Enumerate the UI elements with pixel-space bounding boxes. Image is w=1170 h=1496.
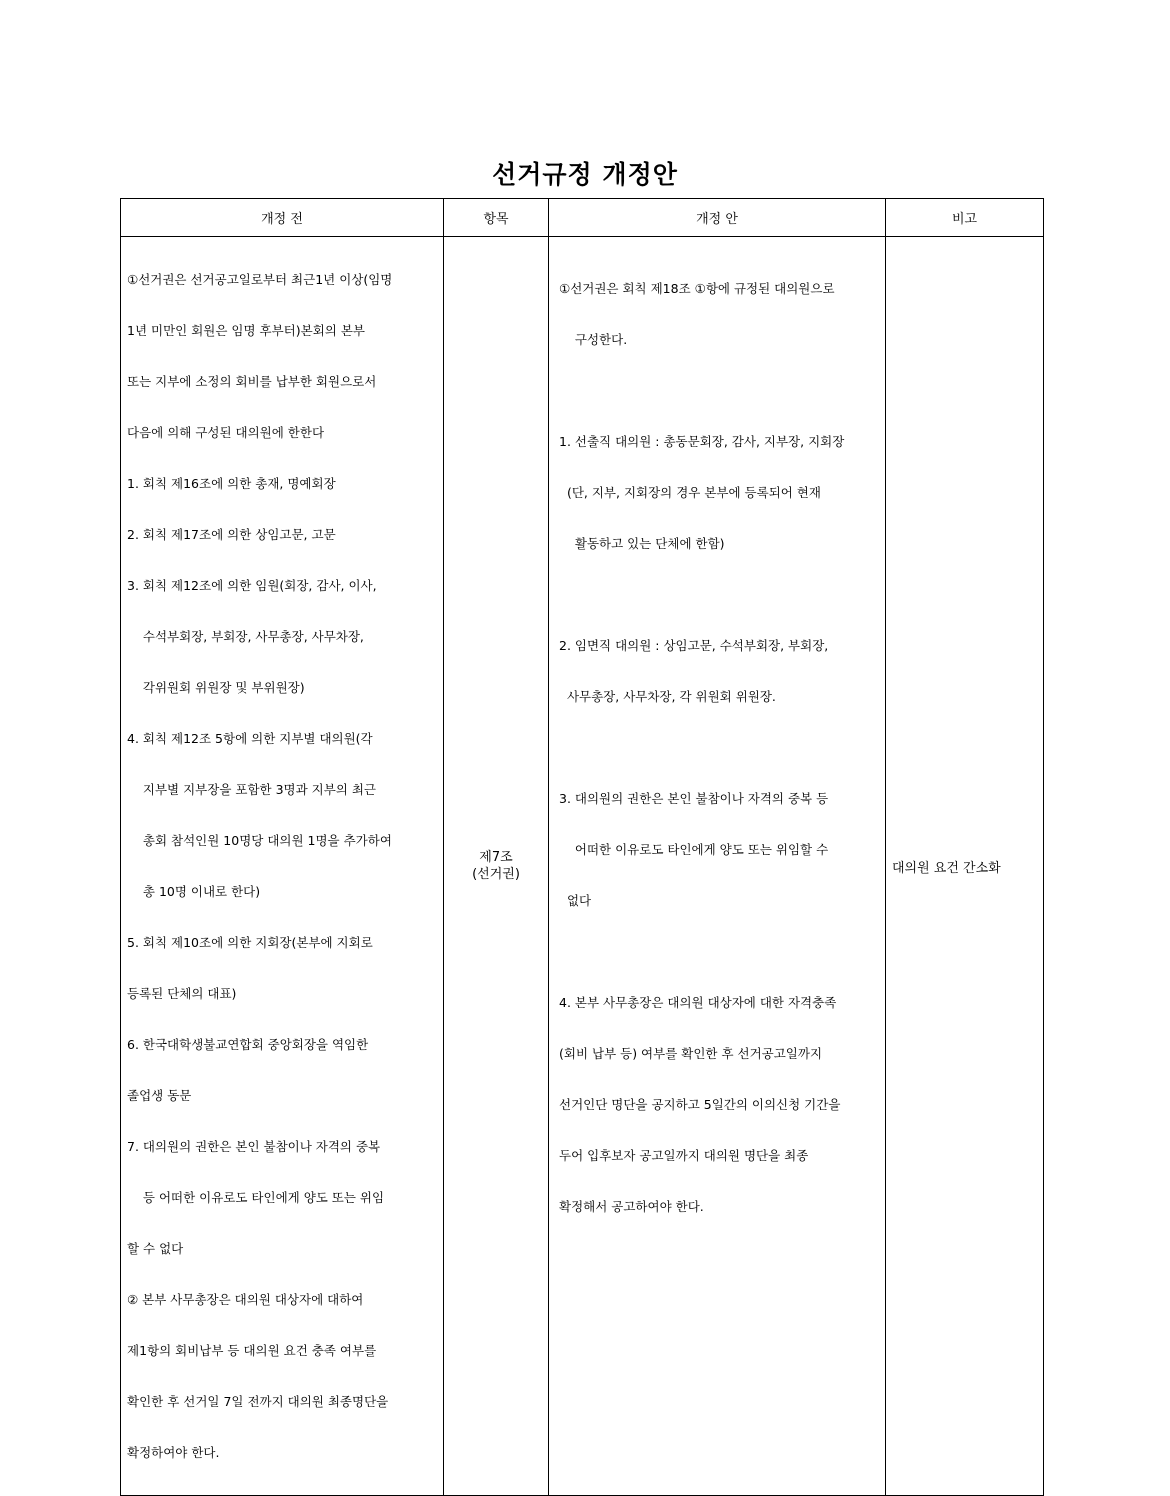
before-line: ② 본부 사무총장은 대의원 대상자에 대하여 [127, 1292, 364, 1307]
before-line: 3. 회칙 제12조에 의한 임원(회장, 감사, 이사, [127, 578, 377, 593]
after-line: 확정해서 공고하여야 한다. [559, 1199, 704, 1214]
before-line: 7. 대의원의 권한은 본인 불참이나 자격의 중복 [127, 1139, 381, 1154]
after-line: 3. 대의원의 권한은 본인 불참이나 자격의 중복 등 [559, 791, 829, 806]
after-text [549, 237, 885, 1249]
before-line: 수석부회장, 부회장, 사무총장, 사무차장, [127, 629, 364, 644]
before-line: 6. 한국대학생불교연합회 중앙회장을 역임한 [127, 1037, 369, 1052]
before-line: 확정하여야 한다. [127, 1445, 220, 1460]
before-line: 총회 참석인원 10명당 대의원 1명을 추가하여 [127, 833, 392, 848]
before-text [121, 237, 443, 1495]
header-after: 개정 안 [549, 199, 886, 237]
after-line: 2. 임면직 대의원 : 상임고문, 수석부회장, 부회장, [559, 638, 829, 653]
after-line: 두어 입후보자 공고일까지 대의원 명단을 최종 [559, 1148, 809, 1163]
before-line: 5. 회칙 제10조에 의한 지회장(본부에 지회로 [127, 935, 373, 950]
before-line: 총 10명 이내로 한다) [127, 884, 261, 899]
after-line: 4. 본부 사무총장은 대의원 대상자에 대한 자격충족 [559, 995, 837, 1010]
after-line: 어떠한 이유로도 타인에게 양도 또는 위임할 수 [559, 842, 829, 857]
after-line [559, 739, 885, 756]
after-line: 구성한다. [559, 332, 628, 347]
after-cell [549, 237, 886, 1496]
before-line: 지부별 지부장을 포함한 3명과 지부의 최근 [127, 782, 376, 797]
after-line: (단, 지부, 지회장의 경우 본부에 등록되어 현재 [559, 485, 821, 500]
before-line: 다음에 의해 구성된 대의원에 한한다 [127, 425, 325, 440]
document-title: 선거규정 개정안 [492, 160, 678, 189]
table-row [121, 237, 1044, 1496]
after-line [559, 382, 885, 399]
after-line: (회비 납부 등) 여부를 확인한 후 선거공고일까지 [559, 1046, 823, 1061]
table-header-row [121, 199, 1044, 237]
note-cell: 대의원 요건 간소화 [886, 237, 1044, 1496]
after-line: 사무총장, 사무차장, 각 위원회 위원장. [559, 689, 776, 704]
before-line: 등록된 단체의 대표) [127, 986, 237, 1001]
before-line: 제1항의 회비납부 등 대의원 요건 충족 여부를 [127, 1343, 377, 1358]
before-line: ①선거권은 선거공고일로부터 최근1년 이상(임명 [127, 272, 393, 287]
item-subject: (선거권) [472, 867, 520, 882]
before-line: 각위원회 위원장 및 부위원장) [127, 680, 305, 695]
before-line: 1. 회칙 제16조에 의한 총재, 명예회장 [127, 476, 336, 491]
after-line: 1. 선출직 대의원 : 총동문회장, 감사, 지부장, 지회장 [559, 434, 845, 449]
header-before: 개정 전 [121, 199, 444, 237]
before-line: 할 수 없다 [127, 1241, 184, 1256]
after-line: 선거인단 명단을 공지하고 5일간의 이의신청 기간을 [559, 1097, 841, 1112]
revision-table [120, 198, 1044, 1496]
before-line: 1년 미만인 회원은 임명 후부터)본회의 본부 [127, 323, 365, 338]
item-article: 제7조 [479, 850, 513, 865]
header-note: 비고 [886, 199, 1044, 237]
after-line [559, 586, 885, 603]
after-line [559, 943, 885, 960]
after-line: 없다 [559, 893, 592, 908]
item-cell [444, 237, 549, 1496]
before-line: 4. 회칙 제12조 5항에 의한 지부별 대의원(각 [127, 731, 373, 746]
after-line: 활동하고 있는 단체에 한함) [559, 536, 725, 551]
before-line: 확인한 후 선거일 7일 전까지 대의원 최종명단을 [127, 1394, 389, 1409]
before-line: 2. 회칙 제17조에 의한 상임고문, 고문 [127, 527, 336, 542]
after-line: ①선거권은 회칙 제18조 ①항에 규정된 대의원으로 [559, 281, 835, 296]
before-line: 등 어떠한 이유로도 타인에게 양도 또는 위임 [127, 1190, 385, 1205]
before-line: 또는 지부에 소정의 회비를 납부한 회원으로서 [127, 374, 377, 389]
before-cell [121, 237, 444, 1496]
header-item: 항목 [444, 199, 549, 237]
before-line: 졸업생 동문 [127, 1088, 192, 1103]
